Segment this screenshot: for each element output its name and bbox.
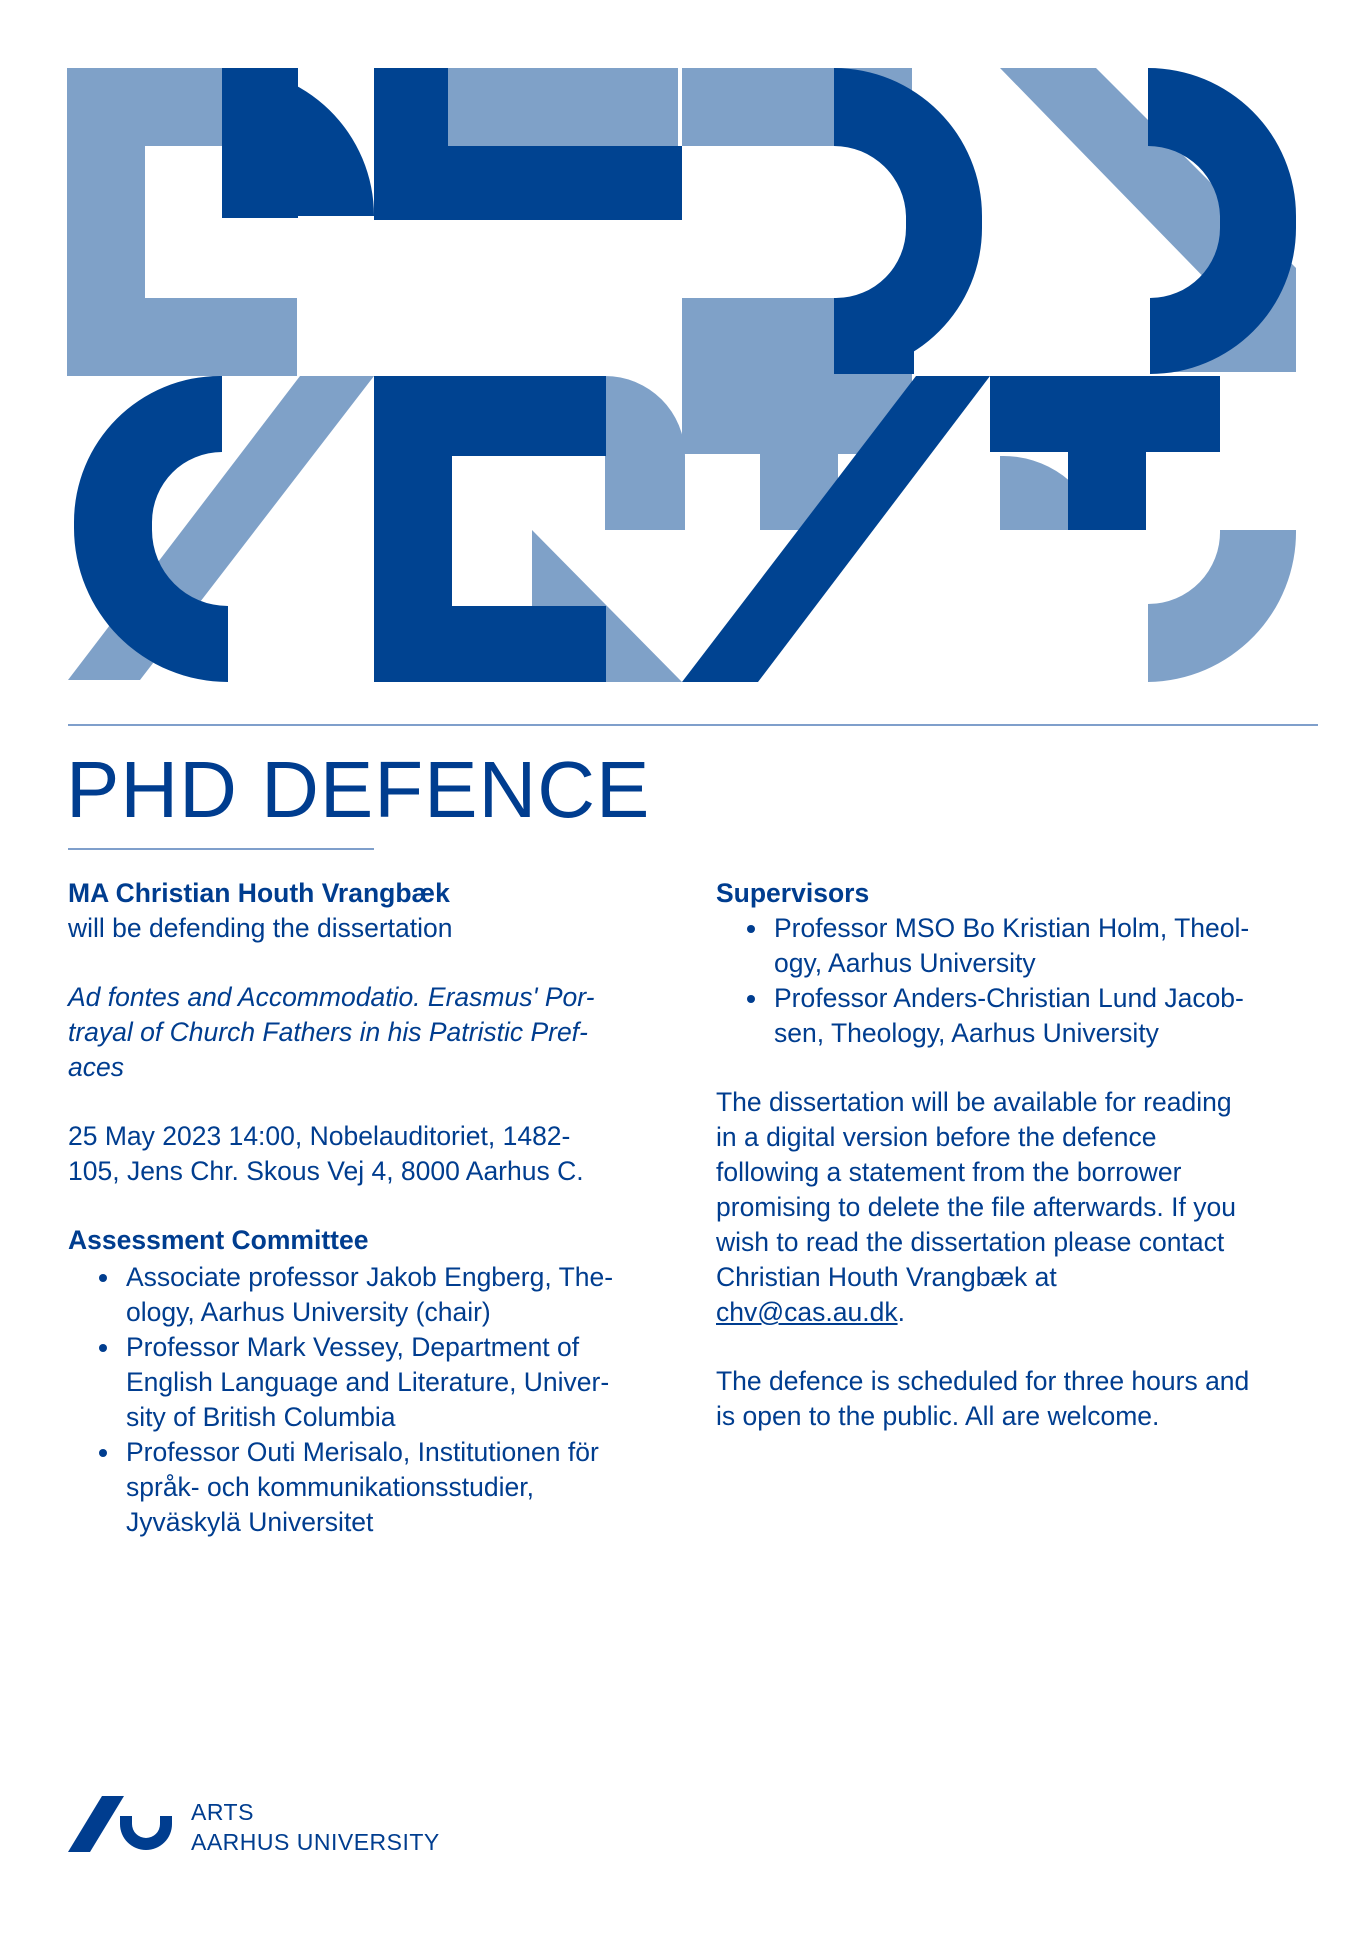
faculty-name: ARTS [191,1799,254,1825]
date-location-line: 25 May 2023 14:00, Nobelauditoriet, 1482- [68,1121,571,1151]
list-item [126,1330,668,1435]
dissertation-title-line: Ad fontes and Accommodatio. Erasmus' Por- [68,982,595,1012]
phd-defence-banner-graphic [0,0,1370,700]
top-divider [68,724,1318,726]
assessment-committee-heading: Assessment Committee [68,1225,369,1255]
paragraph-line: is open to the public. All are welcome. [716,1401,1160,1431]
paragraph-line: The dissertation will be available for reading [716,1087,1232,1117]
assessment-committee-list [68,1260,668,1540]
footer-branding [191,1797,440,1857]
date-location-line: 105, Jens Chr. Skous Vej 4, 8000 Aarhus C. [68,1156,584,1186]
paragraph-line: Christian Houth Vrangbæk at [716,1262,1057,1292]
member-line: Jyväskylä Universitet [126,1507,374,1537]
left-column [68,876,668,1540]
member-line: Professor Outi Merisalo, Institutionen för [126,1437,599,1467]
right-column [716,876,1326,1434]
paragraph-line: promising to delete the file afterwards. If you [716,1192,1236,1222]
list-item [126,1435,668,1540]
list-item [126,1260,668,1330]
member-line: sen, Theology, Aarhus University [774,1018,1159,1048]
public-note-paragraph [716,1364,1326,1434]
member-line: Professor MSO Bo Kristian Holm, Theol- [774,913,1250,943]
paragraph-line: The defence is scheduled for three hours and [716,1366,1250,1396]
supervisors-list [716,911,1326,1051]
member-line: English Language and Literature, Univer- [126,1367,610,1397]
member-line: språk- och kommunikationsstudier, [126,1472,534,1502]
dissertation-title-line: trayal of Church Fathers in his Patristic Pref- [68,1017,588,1047]
paragraph-line: wish to read the dissertation please contact [716,1227,1225,1257]
member-line: Professor Mark Vessey, Department of [126,1332,580,1362]
member-line: ogy, Aarhus University [774,948,1036,978]
university-name: AARHUS UNIVERSITY [191,1829,440,1855]
email-link[interactable]: chv@cas.au.dk [716,1297,898,1327]
dissertation-title-line: aces [68,1052,124,1082]
email-line [716,1295,1326,1330]
list-item [774,911,1326,981]
email-suffix: . [897,1297,905,1327]
list-item [774,981,1326,1051]
au-logo-icon [68,1796,174,1852]
candidate-name: MA Christian Houth Vrangbæk [68,878,450,908]
page-title: PHD DEFENCE [66,745,651,834]
candidate-intro: will be defending the dissertation [68,913,453,943]
title-underline [68,848,374,850]
paragraph-line: following a statement from the borrower [716,1157,1182,1187]
supervisors-heading: Supervisors [716,878,870,908]
member-line: Professor Anders-Christian Lund Jacob- [774,983,1244,1013]
member-line: ology, Aarhus University (chair) [126,1297,491,1327]
dissertation-title [68,980,668,1085]
date-location [68,1119,668,1189]
paragraph-line: in a digital version before the defence [716,1122,1157,1152]
availability-paragraph [716,1085,1326,1330]
member-line: sity of British Columbia [126,1402,396,1432]
member-line: Associate professor Jakob Engberg, The- [126,1262,614,1292]
